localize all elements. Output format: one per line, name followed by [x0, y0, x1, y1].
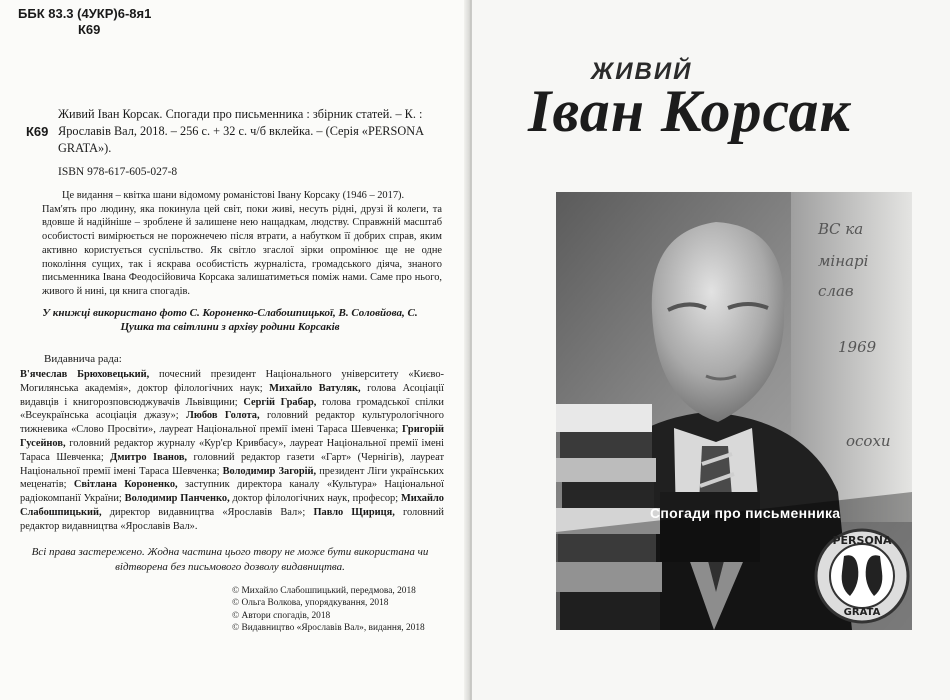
board-member-name: Світлана Короненко, [73, 479, 178, 491]
board-member-role: головний редактор журналу «Кур'єр Кривбасу», лауреат Національної премії імені Тараса Шевченка; [20, 437, 444, 463]
board-member-name: Михайло Слабошпицький, [20, 493, 444, 518]
biblio-line: Ярославів Вал, 2018. – 256 с. + 32 с. ч/б вклейка. – (Серія «PERSONA [58, 124, 424, 138]
cover-subtitle: Спогади про письменника [650, 505, 841, 521]
board-member-role: голова громадської спілки «Всеукраїнська асоціація джазу»; [20, 396, 444, 422]
logo-text-bottom: GRATA [843, 607, 881, 618]
board-member-name: Сергій Грабар, [243, 396, 317, 408]
title-small: ЖИВИЙ [591, 58, 693, 85]
copyright-block [232, 585, 425, 634]
copyright-line: © Ольга Волкова, упорядкування, 2018 [232, 598, 389, 609]
bbk-index: ББК 83.3 (4УКР)6-8я1 [18, 6, 152, 21]
copyright-line: © Автори спогадів, 2018 [232, 610, 331, 621]
left-page [0, 0, 470, 700]
board-member-role: директор видавництва «Ярославів Вал»; [101, 506, 314, 518]
title-big: Іван Корсак [528, 78, 851, 144]
board-member-name: Михайло Ватуляк, [269, 382, 361, 394]
board-member-role: головний редактор культурологічного тижневика «Слово Просвіти», лауреат Національної премії імені Тараса Шевченка; [20, 410, 444, 436]
handwriting-line: мінарі [818, 252, 869, 270]
copyright-line: © Михайло Слабошпицький, передмова, 2018 [232, 586, 416, 596]
biblio-line: GRATA»). [58, 141, 112, 155]
handwriting-line: 1969 [838, 338, 877, 356]
biblio-line: Живий Іван Корсак. Спогади про письменника : збірник статей. – К. : [58, 107, 423, 121]
persona-grata-logo [816, 530, 908, 622]
copyright-line: © Видавництво «Ярославів Вал», видання, 2018 [232, 622, 425, 633]
logo-text-top: PERSONA [832, 534, 892, 547]
handwriting-line: слав [818, 282, 854, 300]
board-member-role: доктор філологічних наук, професор; [229, 493, 401, 505]
photo-credits: У книжці використано фото С. Короненко-Слабошпицької, В. Соловйова, С. Цушка та світлини з архіву родини Корсаків [42, 307, 418, 333]
board-member-role: голова Асоціації видавців і книгорозповсюджувачів Львівщини; [20, 382, 445, 408]
board-member-name: Володимир Панченко, [124, 493, 230, 505]
board-member-name: Володимир Загорій, [222, 465, 317, 477]
board-member-role: почесний президент Національного університету «Києво-Могилянська академія», доктор філологічних наук; [20, 369, 444, 394]
handwriting-line: ВС ка [818, 220, 864, 238]
rights-notice: Всі права застережено. Жодна частина цього твору не може бути використана чи відтворена без письмового дозволу видавництва. [31, 546, 429, 573]
board-member-role: заступник директора каналу «Культура» Національної радіокомпанії України; [20, 479, 444, 505]
bibliographic-description [58, 106, 443, 157]
editorial-board [20, 368, 444, 534]
annotation [42, 189, 442, 299]
author-portrait-photo [556, 192, 912, 630]
board-member-name: Павло Щириця, [313, 506, 395, 518]
annotation-paragraph: Це видання – квітка шани відомому романістові Івану Корсаку (1946 – 2017). [62, 190, 405, 201]
board-member-role: президент Ліги українських меценатів; [20, 465, 444, 491]
handwriting-line: осохи [846, 432, 891, 450]
isbn: ISBN 978-617-605-027-8 [58, 166, 178, 178]
board-member-name: Дмитро Іванов, [110, 451, 188, 463]
board-member-name: Любов Голота, [186, 410, 260, 422]
author-mark-side: К69 [26, 124, 49, 139]
board-member-role: головний редактор видавництва «Ярославів Вал». [20, 506, 444, 532]
annotation-paragraph: Пам'ять про людину, яка покинула цей світ, поки живі, несуть рідні, друзі й колеги, та вдовше й надійніше – зроблене й залишене нею нащадкам, людству. Справжній масштаб особистості вимірюється не порожнечею після втрати, а набутком її добрих справ, яким активно користується суспільство. Як світло згаслої зірки опромінює ще не одне покоління сущих, так і яскрава особистість журналіста, громадського діяча, знаного письменника Івана Феодосійовича Корсака залишатиметься поміж нами. Саме про нього, живого й нині, ця книга спогадів. [42, 203, 442, 297]
board-member-name: В'ячеслав Брюховецький, [20, 369, 150, 380]
author-mark-top: К69 [78, 22, 101, 37]
board-member-role: головний редактор газети «Гарт» (Чернігів), лауреат Національної премії імені Тараса Шевченка; [20, 451, 444, 477]
board-member-name: Григорій Гусейнов, [20, 424, 444, 449]
board-heading: Видавнича рада: [44, 353, 122, 365]
